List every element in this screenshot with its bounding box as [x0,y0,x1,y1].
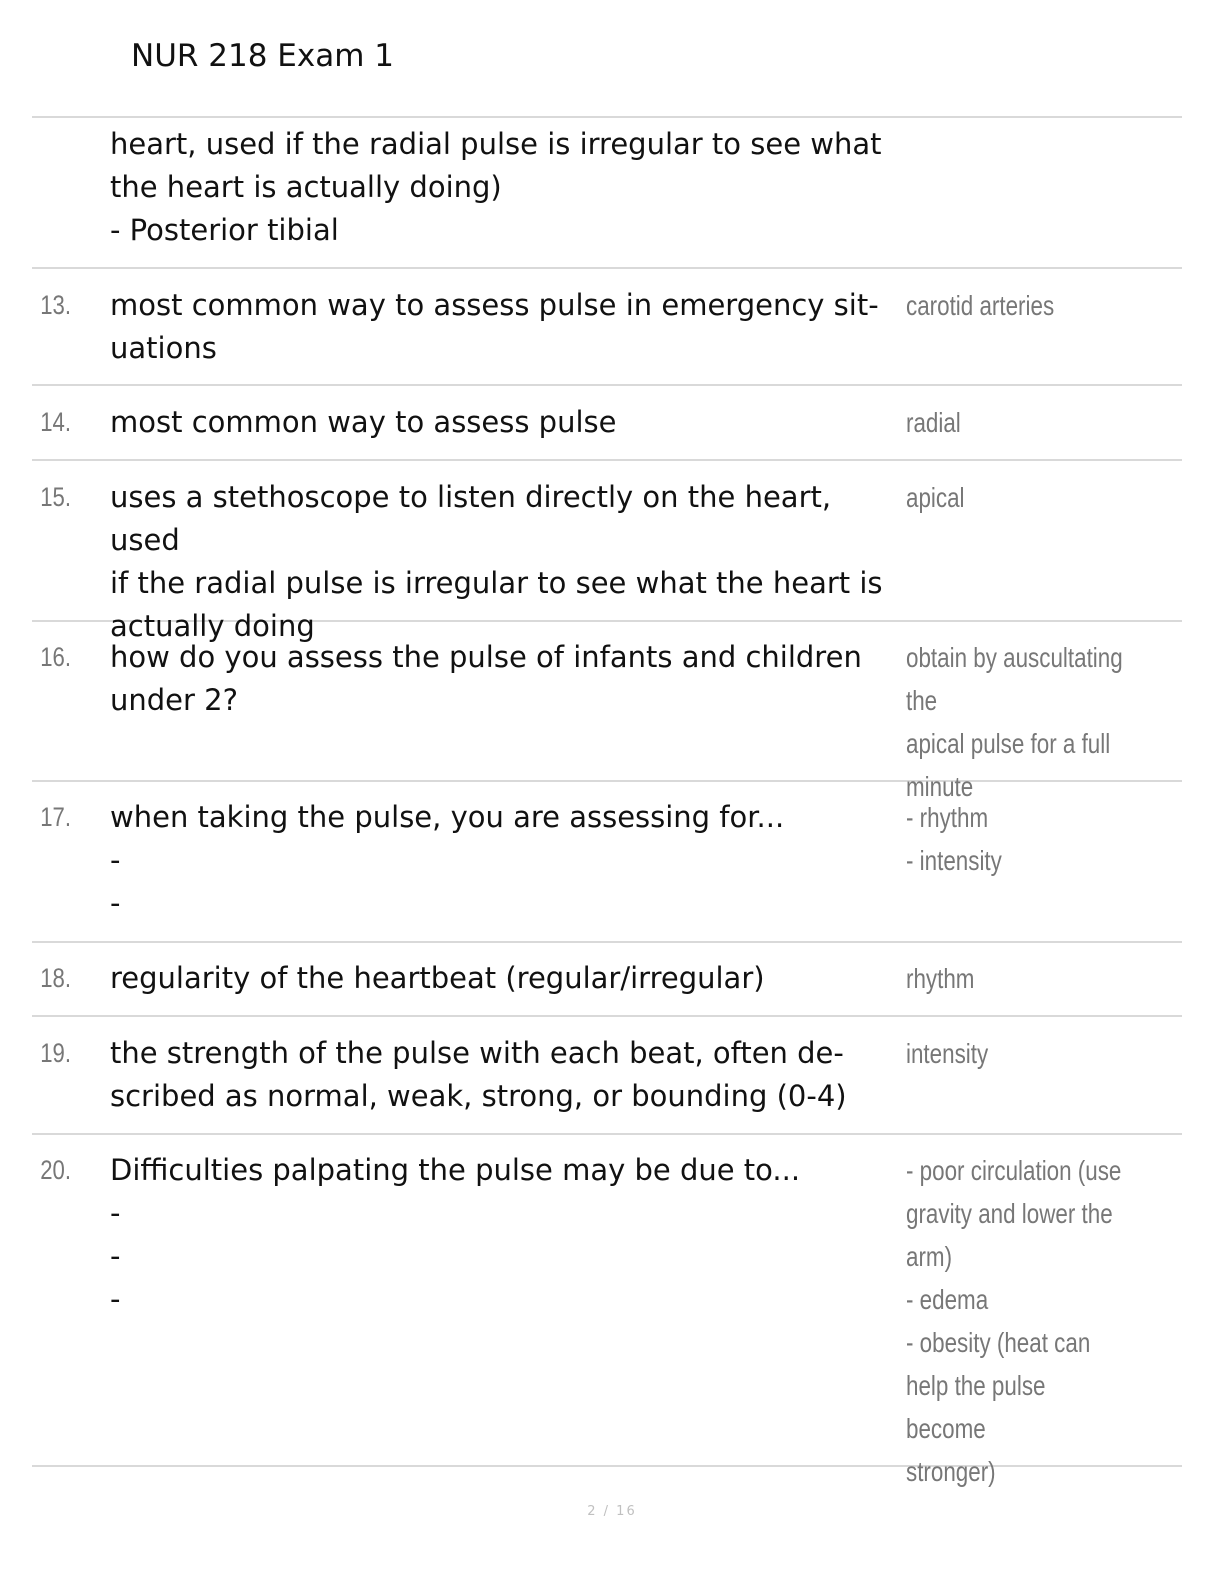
card-row-20 [32,1135,1182,1487]
card-row-16 [32,622,1182,802]
card-definition: carotid arteries [906,290,1055,321]
card-definition: intensity [906,1038,989,1069]
flashcard-list [32,116,1182,1487]
card-definition: apical [906,482,965,513]
card-term: uses a stethoscope to listen directly on the heart, used if the radial pulse is irregular to see what the heart is actually doing [110,480,883,643]
card-definition: - rhythm - intensity [906,802,1002,876]
card-definition: obtain by auscultating the apical pulse for a full minute [906,642,1123,802]
card-number: 19. [40,1038,71,1068]
card-row-15 [32,461,1182,643]
page-title: NUR 218 Exam 1 [131,38,395,74]
card-row-18 [32,943,1182,1017]
card-row-continued [32,118,1182,269]
card-definition: rhythm [906,963,975,994]
card-definition: radial [906,407,961,438]
card-definition: - poor circulation (use gravity and lower the arm) - edema - obesity (heat can help the pulse become stronger) [906,1155,1122,1487]
card-number: 20. [40,1155,71,1185]
card-term: most common way to assess pulse in emergency sit- uations [110,288,879,365]
card-row-17 [32,782,1182,943]
card-row-14 [32,386,1182,461]
card-term: when taking the pulse, you are assessing for... - - [110,800,785,920]
card-number: 13. [40,290,71,320]
card-row-19 [32,1017,1182,1135]
card-term: most common way to assess pulse [110,405,617,439]
card-number: 17. [40,802,71,832]
card-term: regularity of the heartbeat (regular/irregular) [110,961,765,995]
card-term: Difficulties palpating the pulse may be due to... - - - [110,1153,801,1316]
card-row-13 [32,269,1182,386]
page-number: 2 / 16 [587,1504,637,1519]
card-term: how do you assess the pulse of infants and children under 2? [110,640,862,717]
card-number: 18. [40,963,71,993]
card-number: 16. [40,642,71,672]
card-term: the strength of the pulse with each beat, often de- scribed as normal, weak, strong, or bounding (0-4) [110,1036,847,1113]
card-number: 14. [40,407,71,437]
card-term: heart, used if the radial pulse is irregular to see what the heart is actually doing) - Posterior tibial [110,127,882,247]
card-number: 15. [40,482,71,512]
